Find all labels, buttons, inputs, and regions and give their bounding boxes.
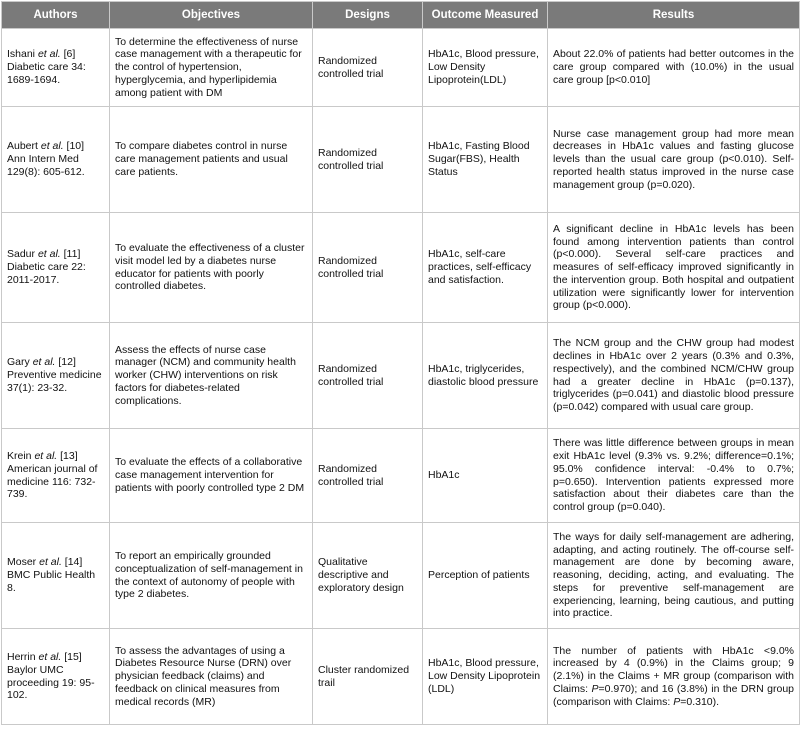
header-results: Results <box>548 2 800 29</box>
header-authors: Authors <box>2 2 110 29</box>
citation: [11] Diabetic care 22: 2011-2017. <box>7 248 86 286</box>
result-text: =0.310). <box>680 695 720 708</box>
studies-table <box>1 1 800 725</box>
cell-result: Nurse case management group had more mean decreases in HbA1c values and fasting glucose levels than the usual care group (p<0.010). Self-reported health status improved in the nurse case management group (p=0.020). <box>548 107 800 213</box>
citation: [15] Baylor UMC proceeding 19: 95-102. <box>7 651 95 702</box>
cell-outcome: HbA1c, Blood pressure, Low Density Lipoprotein(LDL) <box>423 29 548 107</box>
citation: [14] BMC Public Health 8. <box>7 556 96 594</box>
cell-authors <box>2 29 110 107</box>
cell-result: The NCM group and the CHW group had modest declines in HbA1c over 2 years (0.3% and 0.3%, respectively), and the combined NCM/CHW group had a greater decline in HbA1c (p=0.137), triglycerides (p=0.041) and diastolic blood pressure (p=0.042) compared with usual care group. <box>548 323 800 429</box>
cell-objective: To evaluate the effectiveness of a cluster visit model led by a diabetes nurse educator for patients with poorly controlled diabetes. <box>110 213 313 323</box>
author-name: Krein <box>7 450 32 463</box>
et-al: et al. <box>38 651 62 664</box>
author-name: Herrin <box>7 651 36 664</box>
cell-objective: To report an empirically grounded conceptualization of self-management in the context of autonomy of people with type 2 diabetes. <box>110 523 313 629</box>
author-name: Gary <box>7 356 30 369</box>
cell-authors <box>2 629 110 725</box>
cell-outcome: HbA1c <box>423 429 548 523</box>
cell-result: A significant decline in HbA1c levels has been found among intervention patients than control (p<0.000). Several self-care practices and measures of self-efficacy improved significantly in the intervention group. Both hospital and outpatient utilization were significantly lower for intervention group (p<0.000). <box>548 213 800 323</box>
et-al: et al. <box>40 140 64 153</box>
cell-outcome: HbA1c, Blood pressure, Low Density Lipoprotein (LDL) <box>423 629 548 725</box>
p-symbol: P <box>673 695 681 708</box>
cell-result <box>548 629 800 725</box>
cell-result: About 22.0% of patients had better outcomes in the care group compared with (10.0%) in the usual care group [p<0.010] <box>548 29 800 107</box>
cell-authors <box>2 429 110 523</box>
author-name: Moser <box>7 556 37 569</box>
header-objectives: Objectives <box>110 2 313 29</box>
header-designs: Designs <box>313 2 423 29</box>
cell-authors <box>2 107 110 213</box>
result-text: =0.970); and 16 (3.8%) in the DRN group (comparison with Claims: <box>553 682 794 708</box>
author-name: Sadur <box>7 248 36 261</box>
p-symbol: P <box>591 682 599 695</box>
cell-design: Randomized controlled trial <box>313 107 423 213</box>
cell-objective: To determine the effectiveness of nurse case management with a therapeutic for the control of hypertension, hyperglycemia, and hyperlipidemia among patient with DM <box>110 29 313 107</box>
cell-design: Randomized controlled trial <box>313 29 423 107</box>
et-al: et al. <box>39 556 62 569</box>
author-name: Aubert <box>7 140 38 153</box>
table-row <box>2 523 800 629</box>
cell-authors <box>2 323 110 429</box>
table-row <box>2 629 800 725</box>
cell-result: The ways for daily self-management are adhering, adapting, and acting routinely. The off-course self-management are done by becoming aware, reasoning, deciding, acting, and evaluating. The steps for preventive self-management are experiencing, learning, being cautious, and putting into practice. <box>548 523 800 629</box>
cell-objective: Assess the effects of nurse case manager (NCM) and community health worker (CHW) interventions on risk factors for diabetes-related complications. <box>110 323 313 429</box>
citation: [10] Ann Intern Med 129(8): 605-612. <box>7 140 85 178</box>
cell-design: Cluster randomized trail <box>313 629 423 725</box>
cell-authors <box>2 213 110 323</box>
cell-design: Qualitative descriptive and exploratory design <box>313 523 423 629</box>
table-row <box>2 29 800 107</box>
et-al: et al. <box>32 356 56 369</box>
cell-design: Randomized controlled trial <box>313 429 423 523</box>
citation: [13] American journal of medicine 116: 732-739. <box>7 450 98 501</box>
cell-authors <box>2 523 110 629</box>
cell-outcome: HbA1c, triglycerides, diastolic blood pressure <box>423 323 548 429</box>
cell-design: Randomized controlled trial <box>313 323 423 429</box>
table-row <box>2 429 800 523</box>
table-row <box>2 213 800 323</box>
cell-objective: To evaluate the effects of a collaborative case management intervention for patients with poorly controlled type 2 DM <box>110 429 313 523</box>
table-row <box>2 323 800 429</box>
cell-outcome: HbA1c, self-care practices, self-efficacy and satisfaction. <box>423 213 548 323</box>
et-al: et al. <box>34 450 58 463</box>
et-al: et al. <box>37 48 61 61</box>
cell-outcome: HbA1c, Fasting Blood Sugar(FBS), Health Status <box>423 107 548 213</box>
header-outcome-measured: Outcome Measured <box>423 2 548 29</box>
review-table-container <box>1 1 799 725</box>
result-text: The number of patients with HbA1c <9.0% increased by 4 (0.9%) in the Claims group; 9 (2.1%) in the Claims + MR group (comparison with Claims: <box>553 644 794 695</box>
cell-objective: To assess the advantages of using a Diabetes Resource Nurse (DRN) over physician feedback (claims) and feedback on clinical measures from medical records (MR) <box>110 629 313 725</box>
et-al: et al. <box>37 248 61 261</box>
cell-design: Randomized controlled trial <box>313 213 423 323</box>
table-header-row <box>2 2 800 29</box>
cell-outcome: Perception of patients <box>423 523 548 629</box>
cell-objective: To compare diabetes control in nurse care management patients and usual care patients. <box>110 107 313 213</box>
author-name: Ishani <box>7 48 36 61</box>
table-row <box>2 107 800 213</box>
citation: [6] Diabetic care 34: 1689-1694. <box>7 48 86 86</box>
cell-result: There was little difference between groups in mean exit HbA1c level (9.3% vs. 9.2%; difference=0.1%; 95.0% confidence interval: -0.4% to 0.7%; p=0.650). Intervention patients expressed more satisfaction about their diabetes care than the control group (p=0.040). <box>548 429 800 523</box>
citation: [12] Preventive medicine 37(1): 23-32. <box>7 356 102 394</box>
